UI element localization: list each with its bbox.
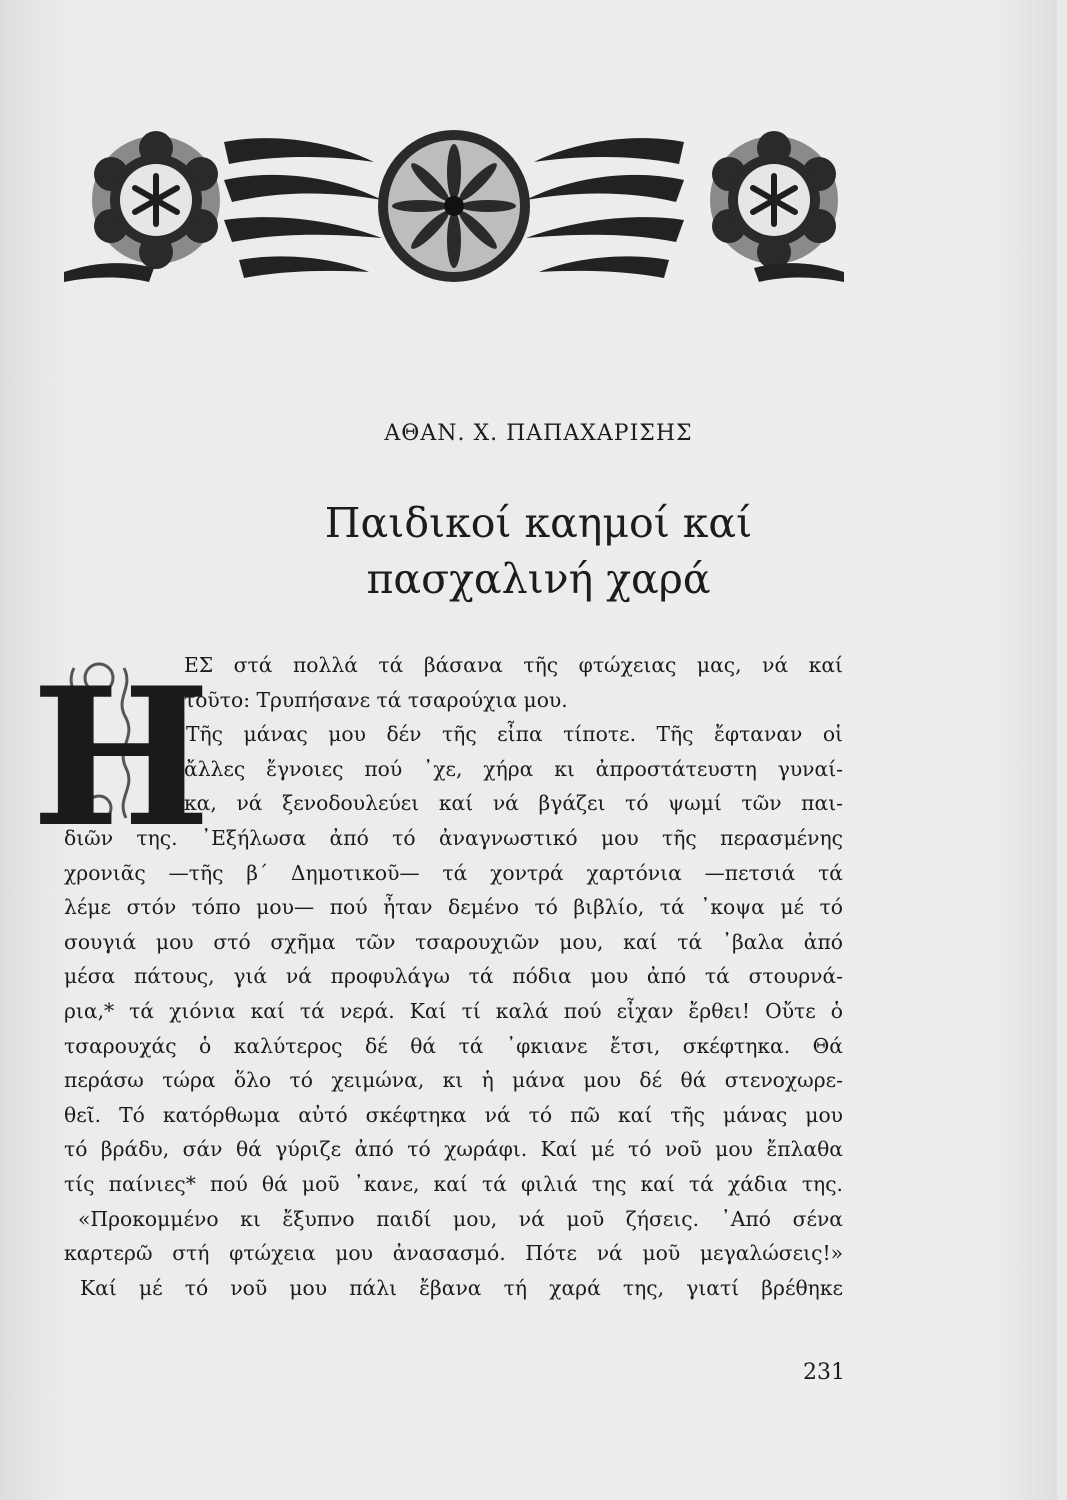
body-line: καρτερῶ στή φτώχεια μου ἀνασασμό. Πότε νά μοῦ μεγαλώσεις!» [64, 1241, 843, 1266]
page-number: 231 [803, 1360, 845, 1385]
author-name: ΑΘΑΝ. Χ. ΠΑΠΑΧΑΡΙΣΗΣ [384, 421, 693, 446]
body-line: ΕΣ στά πολλά τά βάσανα τῆς φτώχειας μας, νά καί [184, 653, 843, 677]
body-line: Τῆς μάνας μου δέν τῆς εἶπα τίποτε. Τῆς ἔφταναν οἱ [186, 722, 843, 747]
title-line-2: πασχαλινή χαρά [366, 555, 711, 603]
story-body [64, 648, 843, 1305]
body-line: διῶν της. ᾽Εξήλωσα ἀπό τό ἀναγνωστικό μου τῆς περασμένης [64, 825, 843, 850]
body-line: σουγιά μου στό σχῆμα τῶν τσαρουχιῶν μου, καί τά ᾽βαλα ἀπό [64, 929, 843, 954]
body-line: τοῦτο: Τρυπήσανε τά τσαρούχια μου. [184, 687, 568, 712]
body-line: λέμε στόν τόπο μου— πού ἦταν δεμένο τό βιβλίο, τά ᾽κοψα μέ τό [64, 895, 843, 920]
body-line: «Προκομμένο κι ἔξυπνο παιδί μου, νά μοῦ ζήσεις. ᾽Από σένα [78, 1206, 843, 1231]
body-line: θεῖ. Τό κατόρθωμα αὐτό σκέφτηκα νά τό πῶ καί τῆς μάνας μου [64, 1102, 843, 1127]
body-line: ρια,* τά χιόνια καί τά νερά. Καί τί καλά πού εἶχαν ἔρθει! Οὔτε ὁ [64, 998, 843, 1023]
body-line: τίς παίνιες* πού θά μοῦ ᾽κανε, καί τά φιλιά της καί τά χάδια της. [64, 1171, 843, 1196]
body-line: κα, νά ξενοδουλεύει καί νά βγάζει τό ψωμί τῶν παι- [184, 791, 843, 816]
drop-cap-glyph: Η [31, 646, 211, 869]
body-line: τσαρουχάς ὁ καλύτερος δέ θά τά ᾽φκιανε ἔτσι, σκέφτηκα. Θά [64, 1033, 843, 1058]
body-line: Καί μέ τό νοῦ μου πάλι ἔβανα τή χαρά της, γιατί βρέθηκε [80, 1275, 843, 1300]
story-title [10, 495, 1067, 607]
body-line: μέσα πάτους, γιά νά προφυλάγω τά πόδια μου ἀπό τά στουρνά- [64, 964, 843, 989]
body-line: τό βράδυ, σάν θά γύριζε ἀπό τό χωράφι. Καί μέ τό νοῦ μου ἔπλαθα [64, 1137, 843, 1162]
body-line: χρονιᾶς —τῆς β΄ Δημοτικοῦ— τά χοντρά χαρτόνια —πετσιά τά [64, 860, 843, 885]
body-line: ἄλλες ἔγνοιες πού ᾽χε, χήρα κι ἀπροστάτευστη γυναί- [184, 756, 843, 781]
floral-ornament-icon [64, 122, 844, 290]
title-line-1: Παιδικοί καημοί καί [324, 499, 753, 547]
body-line: περάσω τώρα ὅλο τό χειμώνα, κι ἡ μάνα μου δέ θά στενοχωρε- [64, 1068, 843, 1093]
